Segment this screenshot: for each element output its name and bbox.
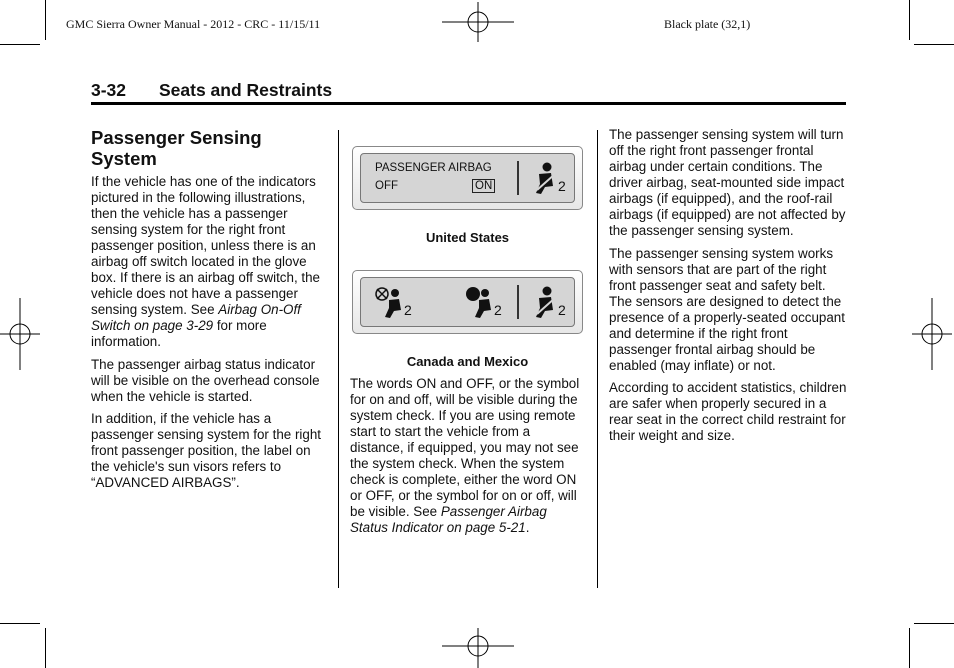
column-middle [350,376,586,543]
header-rule [91,102,846,105]
paragraph-text: The words ON and OFF, or the symbol for on and off, will be visible during the system check. If you are using remote start to start the vehicle from a distance, if equipped, you may not see the system check. When the system check is complete, either the word ON or OFF, or the symbol for on or off, will be visible. See [350,376,580,519]
column-right [609,127,847,451]
figure-caption: United States [425,230,510,245]
column-left [91,127,327,498]
paragraph-text: If the vehicle has one of the indicators pictured in the following illustrations, then the vehicle has a passenger sensing system for the right front passenger position, unless there is an airbag off switch located in the glove box. If there is an airbag off switch, the vehicle does not have a passenger sensing system. See [91,174,321,317]
indicator-off-text: OFF [375,180,398,192]
paragraph-text: for more information. [91,318,267,349]
paragraph-text: . [525,520,530,535]
cross-reference-link[interactable]: Passenger Airbag Status Indicator on page 5-21 [350,504,547,535]
airbag-off-icon [371,284,407,320]
passenger-seatbelt-icon [531,284,559,320]
registration-mark-icon [912,298,952,370]
indicator-divider [517,161,519,195]
indicator-on-text: ON [472,179,495,193]
paragraph: In addition, if the vehicle has a passenger sensing system for the right front passenger position, the label on the vehicle's sun visors refers to “ADVANCED AIRBAGS”. [91,411,321,490]
section-heading: Passenger Sensing System [91,127,262,169]
crop-mark [0,623,40,624]
crop-mark [45,0,46,40]
indicator-display [360,153,575,203]
registration-mark-icon [442,628,514,668]
indicator-label: PASSENGER AIRBAG [375,162,492,174]
crop-mark [45,628,46,668]
crop-mark [909,0,910,40]
paragraph: The passenger airbag status indicator will be visible on the overhead console when the vehicle is started. [91,356,320,404]
indicator-divider [517,285,519,319]
cross-reference-link[interactable]: Airbag On-Off Switch on page 3-29 [91,302,301,333]
indicator-panel-us [352,146,583,210]
seat-number: 2 [558,302,566,318]
manual-title: GMC Sierra Owner Manual - 2012 - CRC - 11/15/11 [66,17,321,31]
registration-mark-icon [442,2,514,42]
plate-label: Black plate (32,1) [664,17,751,31]
crop-mark [0,44,40,45]
seat-number: 2 [494,302,502,318]
seat-number: 2 [558,178,566,194]
paragraph [91,174,327,350]
paragraph [350,376,586,536]
figure-caption: Canada and Mexico [406,354,529,369]
indicator-panel-canada-mexico [352,270,583,334]
page-number: 3-32 [91,80,127,100]
section-title: Seats and Restraints [159,80,333,100]
column-divider [338,130,339,588]
passenger-seatbelt-icon [531,160,559,196]
column-divider [597,130,598,588]
crop-mark [914,44,954,45]
seat-number: 2 [404,302,412,318]
airbag-on-icon [461,284,497,320]
crop-mark [914,623,954,624]
paragraph: The passenger sensing system works with sensors that are part of the right front passenger seat and safety belt. The sensors are designed to detect the presence of a properly-seated occupant and determine if the right front passenger frontal airbag should be enabled (may inflate) or not. [609,245,845,373]
page-header [91,80,332,101]
registration-mark-icon [0,298,40,370]
indicator-display [360,277,575,327]
crop-mark [909,628,910,668]
paragraph: The passenger sensing system will turn off the right front passenger frontal airbag under certain conditions. The driver airbag, seat-mounted side impact airbags (if equipped), and the roof-rail airbags (if equipped) are not affected by the passenger sensing system. [609,127,846,238]
paragraph: According to accident statistics, children are safer when properly secured in a rear seat in the correct child restraint for their weight and size. [609,380,847,443]
